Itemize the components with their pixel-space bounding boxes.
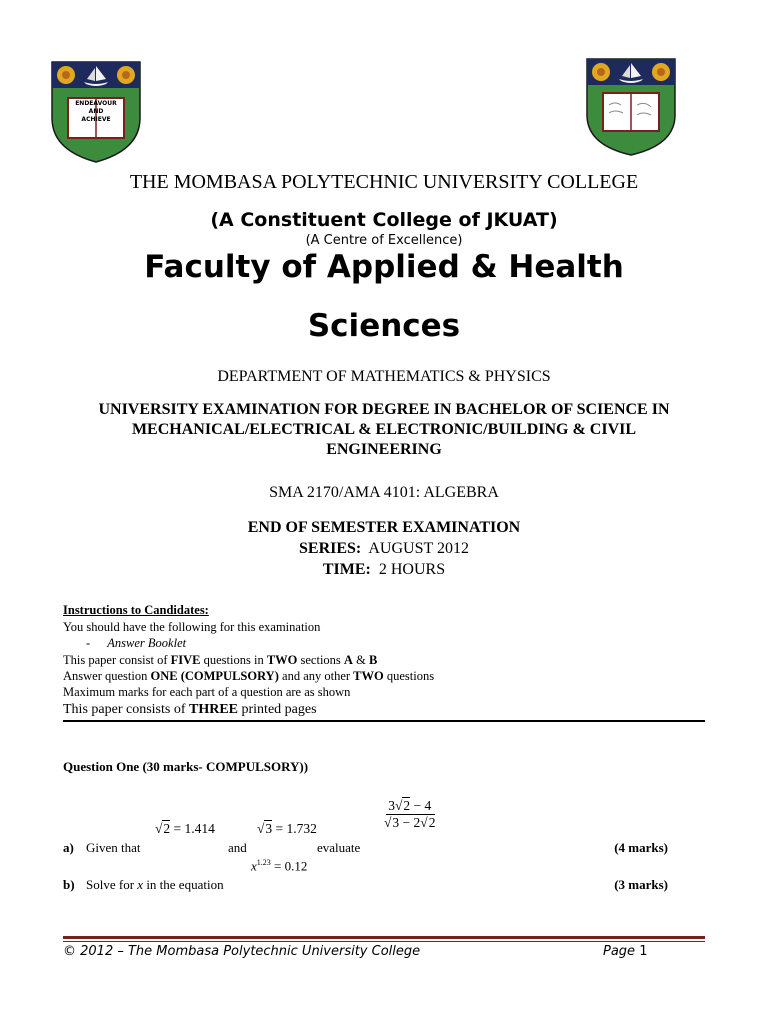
numerator-coefficient: 3: [388, 798, 395, 813]
equation-base: x: [251, 858, 257, 874]
text-variable: x: [137, 877, 144, 892]
denominator-radicand-1: 3: [392, 815, 400, 830]
footer-rule-bottom: [63, 941, 705, 942]
text-run: Answer question: [63, 669, 151, 683]
question-a-marks: (4 marks): [614, 840, 668, 855]
instructions-line-answer: [63, 669, 434, 684]
instructions-line-requirements: You should have the following for this examination: [63, 620, 321, 634]
exam-title-line3: ENGINEERING: [326, 441, 442, 458]
exam-title: [0, 400, 768, 460]
text-run: This paper consist of: [63, 653, 171, 667]
fraction-numerator: 3√2 − 4: [388, 798, 432, 813]
question-a-evaluate-text: evaluate: [317, 840, 361, 855]
equation-rhs: = 0.12: [270, 858, 308, 874]
footer-page-number: [603, 944, 647, 959]
crest-motto-1: ENDEAVOUR: [75, 100, 117, 107]
college-crest-left: [50, 60, 142, 164]
text-bold: A: [343, 653, 353, 667]
text-bold: THREE: [188, 702, 238, 717]
fraction-expression: [384, 798, 435, 831]
text-run: Solve for: [86, 877, 138, 892]
fraction-denominator: √3 − 2√2: [384, 815, 436, 830]
sqrt3-expression: √3 = 1.732: [257, 821, 317, 836]
numerator-tail: − 4: [410, 798, 432, 813]
text-bold: TWO: [266, 653, 298, 667]
instructions-line-pages: [63, 702, 317, 718]
crest-motto-2: AND: [88, 108, 104, 115]
footer-copyright: © 2012 – The Mombasa Polytechnic University College: [63, 944, 421, 959]
instructions-line-questions: [63, 653, 377, 668]
denominator-radicand-2: 2: [428, 815, 436, 830]
series-value: AUGUST 2012: [368, 540, 469, 557]
sqrt3-value: = 1.732: [275, 821, 317, 836]
exam-series: [0, 540, 768, 558]
question-a-row: [63, 840, 668, 856]
exponent-equation: [251, 858, 307, 874]
text-run: &: [352, 653, 369, 667]
instructions-heading: Instructions to Candidates:: [63, 603, 209, 617]
institution-name: THE MOMBASA POLYTECHNIC UNIVERSITY COLLEGE: [129, 171, 639, 193]
text-run: questions in: [200, 653, 267, 667]
sqrt3-radicand: 3: [265, 821, 273, 836]
footer-rule-top: [63, 936, 705, 939]
question-a-and-text: and: [228, 840, 247, 855]
text-run: sections: [297, 653, 344, 667]
text-run: printed pages: [238, 702, 317, 717]
question-a-given-text: Given that: [86, 840, 141, 855]
text-bold: TWO: [353, 669, 384, 683]
college-motto: (A Centre of Excellence): [305, 233, 463, 248]
exam-type: END OF SEMESTER EXAMINATION: [247, 519, 521, 536]
question-b-text: [86, 877, 224, 893]
bullet-dash: -: [86, 636, 91, 650]
question-a-label: a): [63, 840, 74, 855]
equation-exponent: 1.23: [256, 858, 271, 867]
text-bold: B: [368, 653, 378, 667]
text-bold: ONE (COMPULSORY): [150, 669, 279, 683]
instructions-divider: [63, 720, 705, 722]
time-label: TIME:: [322, 561, 371, 578]
instructions-line-marks: Maximum marks for each part of a question are as shown: [63, 685, 351, 699]
instructions-bullet: [86, 636, 186, 651]
question-b-label: b): [63, 877, 75, 892]
exam-time: [0, 561, 768, 579]
denominator-middle: − 2: [399, 815, 421, 830]
faculty-title-line2: Sciences: [307, 308, 461, 344]
college-crest-right: [585, 57, 677, 161]
text-run: questions: [383, 669, 435, 683]
sqrt2-value: = 1.414: [173, 821, 215, 836]
page-label: Page: [603, 944, 636, 959]
department-name: DEPARTMENT OF MATHEMATICS & PHYSICS: [217, 368, 551, 385]
sqrt2-expression: √2 = 1.414: [155, 821, 215, 836]
course-code: SMA 2170/AMA 4101: ALGEBRA: [269, 484, 499, 501]
question-b-row: [63, 877, 668, 893]
page-number: 1: [639, 944, 648, 959]
bullet-answer-booklet: Answer Booklet: [107, 636, 187, 650]
crest-motto-3: ACHIEVE: [81, 116, 111, 123]
exam-title-line2: MECHANICAL/ELECTRICAL & ELECTRONIC/BUILDING & CIVIL: [131, 421, 637, 438]
faculty-title-line1: Faculty of Applied & Health: [144, 249, 624, 285]
series-label: SERIES:: [299, 540, 362, 557]
question-b-marks: (3 marks): [614, 877, 668, 892]
sqrt2-radicand: 2: [163, 821, 171, 836]
question-one-heading: Question One (30 marks- COMPULSORY)): [63, 759, 309, 774]
time-value: 2 HOURS: [378, 561, 446, 578]
exam-title-line1: UNIVERSITY EXAMINATION FOR DEGREE IN BACHELOR OF SCIENCE IN: [98, 401, 670, 418]
text-run: and any other: [278, 669, 354, 683]
numerator-radicand: 2: [403, 798, 411, 813]
constituent-college: (A Constituent College of JKUAT): [210, 209, 558, 231]
text-run: in the equation: [143, 877, 224, 892]
text-run: This paper consists of: [63, 702, 189, 717]
text-bold: FIVE: [170, 653, 201, 667]
